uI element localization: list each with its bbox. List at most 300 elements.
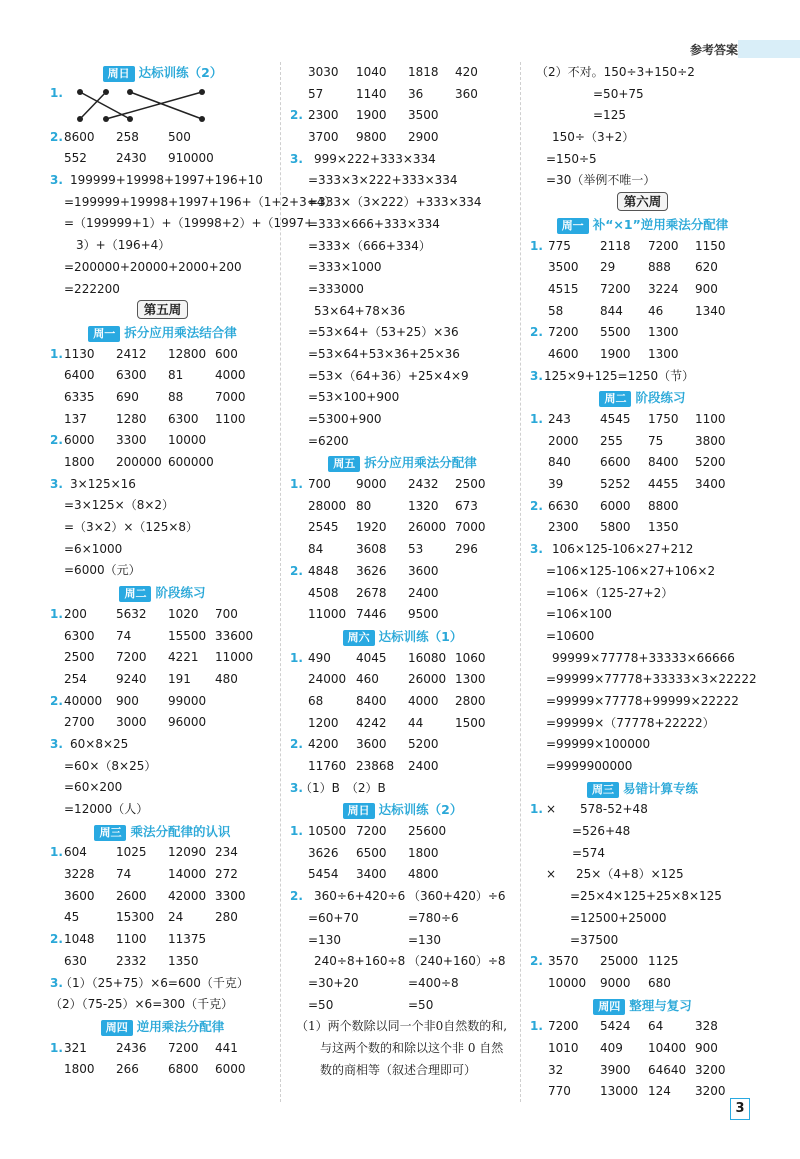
answer-cell: 12800 — [168, 346, 207, 361]
answer-text: =53×64+53×36+25×36 — [308, 346, 460, 361]
answer-line — [530, 821, 755, 843]
answer-text: =333×666+333×334 — [308, 216, 440, 231]
answer-row — [530, 322, 755, 344]
answer-cell: 2000 — [548, 433, 579, 448]
answer-cell: 6300 — [168, 411, 199, 426]
answer-text: =780÷6 — [408, 910, 459, 925]
answer-row — [530, 973, 755, 995]
answer-cell: 3500 — [408, 108, 439, 123]
answer-text: （240+160）÷8 — [408, 954, 506, 969]
answer-cell: 3500 — [548, 260, 579, 275]
answer-line — [290, 322, 515, 344]
answer-row — [290, 127, 515, 149]
answer-cell: 6500 — [356, 845, 387, 860]
answer-cell: 4545 — [600, 412, 631, 426]
answer-cell: 1900 — [600, 346, 631, 361]
answer-cell: 3608 — [356, 542, 387, 557]
answer-line — [50, 192, 337, 214]
answer-row — [530, 1038, 755, 1060]
answer-row — [290, 713, 515, 735]
answer-cell: 15300 — [116, 910, 155, 925]
answer-text: =99999×77778+99999×22222 — [546, 693, 739, 708]
question-number: 1. — [530, 1019, 543, 1034]
wrong-mark: × — [546, 867, 557, 882]
answer-cell: 3030 — [308, 65, 339, 79]
answer-line — [530, 127, 755, 149]
answer-text: =333×（3×222）+333×334 — [308, 195, 482, 210]
answer-text: =222200 — [64, 281, 120, 296]
question-number: 2. — [50, 932, 63, 947]
answer-cell: 900 — [695, 1040, 718, 1055]
answer-text: 240÷8+160÷8 — [314, 954, 406, 969]
answer-row — [290, 930, 515, 952]
answer-text: 106×125-106×27+212 — [552, 542, 694, 557]
answer-text: =333×（666+334） — [308, 238, 431, 253]
answer-cell: 770 — [548, 1084, 571, 1099]
answer-row — [50, 691, 275, 713]
section-title: 拆分应用乘法分配律 — [364, 455, 477, 471]
question-number: 1. — [290, 477, 303, 492]
matching-diagram — [50, 84, 275, 127]
answer-line — [290, 170, 515, 192]
answer-cell: 24 — [168, 910, 184, 925]
answer-row — [290, 561, 515, 583]
answer-text: 125×9+125=1250（节） — [544, 368, 695, 383]
answer-text: =106×（125-27+2） — [546, 585, 674, 600]
answer-cell: 9000 — [356, 477, 387, 492]
column-3 — [530, 62, 755, 1103]
answer-cell: 4455 — [648, 477, 679, 492]
answer-cell: 5200 — [695, 455, 726, 470]
answer-cell: 53 — [408, 542, 424, 557]
section-header — [290, 626, 515, 648]
answer-row — [290, 496, 515, 518]
answer-line — [50, 777, 275, 799]
answer-cell: 690 — [116, 389, 139, 404]
answer-cell: 1900 — [356, 108, 387, 123]
answer-text: （2）不对。150÷3+150÷2 — [536, 65, 695, 79]
answer-line — [530, 734, 755, 756]
answer-row — [50, 387, 275, 409]
answer-cell: 700 — [308, 477, 331, 492]
answer-cell: 11760 — [308, 759, 347, 773]
answer-cell: 460 — [356, 672, 379, 687]
answer-cell: 5800 — [600, 520, 631, 535]
answer-row — [50, 929, 275, 951]
answer-text: =130 — [408, 932, 441, 947]
answer-row — [530, 517, 755, 539]
answer-cell: 9800 — [356, 130, 387, 145]
answer-cell: 26000 — [408, 672, 447, 687]
question-number: 2. — [290, 563, 303, 578]
answer-cell: 3224 — [648, 281, 679, 296]
answer-line — [530, 170, 755, 192]
question-number: 1. — [50, 1040, 63, 1055]
answer-line — [530, 62, 755, 84]
answer-cell: 1280 — [116, 411, 147, 426]
answer-cell: 7000 — [215, 389, 246, 404]
answer-text: =（199999+1）+（19998+2）+（1997+ — [64, 216, 315, 231]
answer-text: 数的商相等（叙述合理即可） — [320, 1062, 477, 1077]
answer-text: （1）两个数除以同一个非0自然数的和, — [296, 1019, 508, 1034]
answer-cell: 84 — [308, 542, 324, 557]
question-number: 1. — [290, 650, 303, 665]
answer-cell: 1800 — [64, 1062, 95, 1077]
answer-line — [530, 366, 755, 388]
question-number: 1. — [530, 802, 543, 817]
answer-cell: 420 — [455, 65, 478, 79]
answer-row — [530, 1081, 755, 1103]
question-number: 3. — [530, 368, 543, 383]
answer-row — [530, 301, 755, 323]
answer-cell: 1800 — [64, 455, 95, 469]
week-heading — [530, 192, 755, 214]
answer-cell: 6000 — [64, 433, 95, 448]
answer-cell: 441 — [215, 1040, 238, 1055]
answer-cell: 888 — [648, 260, 671, 275]
answer-line — [50, 756, 275, 778]
answer-cell: 680 — [648, 975, 671, 990]
answer-text: =400÷8 — [408, 975, 459, 990]
answer-cell: 2400 — [408, 585, 439, 600]
answer-cell: 900 — [695, 281, 718, 296]
question-number: 2. — [530, 498, 543, 513]
answer-text: 199999+19998+1997+196+10 — [70, 173, 263, 188]
answer-cell: 36 — [408, 86, 424, 101]
answer-row — [290, 864, 515, 886]
answer-cell: 8800 — [648, 498, 679, 513]
answer-cell: 3200 — [695, 1062, 726, 1077]
answer-row — [50, 344, 275, 366]
answer-cell: 4200 — [308, 737, 339, 752]
answer-cell: 3400 — [356, 867, 387, 882]
answer-line — [530, 105, 755, 127]
answer-cell: 2432 — [408, 477, 439, 492]
answer-cell: 844 — [600, 303, 623, 318]
answer-cell: 600 — [215, 346, 238, 361]
answer-line — [50, 257, 275, 279]
answer-cell: 80 — [356, 498, 372, 513]
answer-cell: 266 — [116, 1062, 139, 1077]
wrong-mark: × — [546, 802, 557, 817]
answer-line — [530, 799, 755, 821]
answer-text: =526+48 — [572, 824, 631, 839]
answer-cell: 16080 — [408, 650, 447, 665]
answer-row — [50, 626, 275, 648]
answer-cell: 74 — [116, 867, 132, 882]
answer-line — [530, 713, 755, 735]
question-number: 1. — [50, 606, 63, 621]
answer-row — [50, 409, 275, 431]
answer-row — [530, 951, 755, 973]
section-header — [50, 821, 275, 843]
answer-cell: 12090 — [168, 845, 207, 860]
answer-line — [530, 84, 755, 106]
answer-line — [50, 170, 275, 192]
answer-cell: 2118 — [600, 238, 631, 253]
section-badge: 周日 — [103, 66, 135, 82]
answer-cell: 5424 — [600, 1019, 631, 1034]
answer-cell: 2500 — [64, 650, 95, 665]
answer-cell: 409 — [600, 1040, 623, 1055]
answer-text: 25×（4+8）×125 — [576, 867, 684, 882]
question-number: 1. — [530, 238, 543, 253]
answer-row — [290, 84, 515, 106]
section-header — [530, 995, 755, 1017]
answer-text: =200000+20000+2000+200 — [64, 259, 242, 274]
section-header — [530, 214, 755, 236]
section-badge: 周一 — [557, 218, 589, 234]
answer-cell: 1060 — [455, 650, 486, 665]
section-badge: 周一 — [88, 326, 120, 342]
answer-cell: 6600 — [600, 455, 631, 470]
answer-line — [50, 517, 275, 539]
question-number: 2. — [50, 129, 63, 144]
answer-cell: 258 — [116, 129, 139, 144]
answer-text: 578-52+48 — [580, 802, 648, 817]
answer-cell: 2436 — [116, 1040, 147, 1055]
answer-cell: 25600 — [408, 824, 447, 839]
answer-cell: 1340 — [695, 303, 726, 318]
answer-text: =50 — [408, 997, 434, 1012]
answer-cell: 10400 — [648, 1040, 687, 1055]
answer-cell: 6335 — [64, 389, 95, 404]
answer-cell: 4000 — [408, 693, 439, 708]
answer-cell: 6000 — [600, 498, 631, 513]
answer-row — [290, 539, 515, 561]
answer-text: =60×（8×25） — [64, 758, 157, 773]
answer-text: =60+70 — [308, 910, 359, 925]
answer-cell: 1350 — [168, 953, 199, 968]
answer-row — [290, 951, 515, 973]
header-bar — [738, 40, 800, 58]
answer-cell: 8400 — [648, 455, 679, 470]
answer-row — [530, 236, 755, 258]
answer-line — [290, 344, 515, 366]
answer-text: 3）+（196+4） — [76, 238, 171, 253]
answer-cell: 2600 — [116, 888, 147, 903]
answer-row — [50, 127, 275, 149]
answer-cell: 604 — [64, 845, 87, 860]
section-header — [50, 1016, 275, 1038]
answer-cell: 5632 — [116, 606, 147, 621]
answer-cell: 75 — [648, 433, 664, 448]
answer-line — [50, 279, 275, 301]
answer-line — [290, 192, 515, 214]
answer-cell: 6300 — [64, 628, 95, 643]
answer-cell: 2800 — [455, 693, 486, 708]
section-badge: 周六 — [343, 630, 375, 646]
question-number: 2. — [530, 325, 543, 340]
answer-line — [290, 387, 515, 409]
answer-text: =30+20 — [308, 975, 359, 990]
column-divider — [520, 62, 521, 1102]
answer-cell: 1750 — [648, 412, 679, 426]
answer-cell: 81 — [168, 368, 184, 383]
answer-cell: 4508 — [308, 585, 339, 600]
answer-row — [290, 756, 515, 778]
answer-row — [530, 344, 755, 366]
answer-row — [290, 821, 515, 843]
answer-row — [290, 474, 515, 496]
answer-cell: 10000 — [168, 433, 207, 448]
question-number: 1. — [50, 346, 63, 361]
answer-line — [290, 279, 515, 301]
section-title: 补“×1”逆用乘法分配律 — [592, 216, 729, 232]
answer-row — [50, 604, 275, 626]
section-badge: 周三 — [587, 782, 619, 798]
answer-line — [530, 864, 755, 886]
answer-cell: 280 — [215, 910, 238, 925]
week-heading — [50, 300, 275, 322]
answer-cell: 45 — [64, 910, 80, 925]
answer-cell: 5200 — [408, 737, 439, 752]
answer-text: =6000（元） — [64, 563, 141, 578]
answer-cell: 620 — [695, 260, 718, 275]
answer-cell: 200 — [64, 606, 87, 621]
answer-cell: 1140 — [356, 86, 387, 101]
answer-cell: 99000 — [168, 693, 207, 708]
answer-cell: 3626 — [356, 563, 387, 578]
answer-line — [50, 799, 275, 821]
answer-text: =30（举例不唯一） — [546, 173, 656, 188]
answer-row — [50, 886, 275, 908]
section-title: 易错计算专练 — [622, 780, 698, 796]
section-header — [50, 62, 275, 84]
answer-cell: 500 — [168, 129, 191, 144]
answer-cell: 234 — [215, 845, 238, 860]
answer-cell: 3570 — [548, 954, 579, 969]
answer-text: =106×125-106×27+106×2 — [546, 563, 716, 578]
answer-cell: 29 — [600, 260, 616, 275]
answer-cell: 1100 — [116, 932, 147, 947]
answer-cell: 3600 — [64, 888, 95, 903]
week-title: 第五周 — [137, 300, 189, 319]
answer-line — [530, 930, 755, 952]
answer-text: 360÷6+420÷6 — [314, 889, 406, 904]
section-header — [290, 452, 515, 474]
answer-row — [50, 712, 275, 734]
answer-row — [50, 365, 275, 387]
question-number: 2. — [290, 737, 303, 752]
answer-row — [530, 452, 755, 474]
section-badge: 周三 — [94, 825, 126, 841]
answer-text: =53×（64+36）+25×4×9 — [308, 368, 469, 383]
answer-cell: 4848 — [308, 563, 339, 578]
answer-text: 60×8×25 — [70, 736, 129, 751]
section-badge: 周四 — [593, 999, 625, 1015]
header-label: 参考答案 — [690, 43, 739, 57]
answer-line — [50, 213, 315, 235]
answer-text: =50+75 — [593, 86, 644, 101]
answer-text: （1）（25+75）×6=600（千克） — [60, 975, 249, 990]
answer-text: 与这两个数的和除以这个非 0 自然 — [320, 1040, 504, 1055]
answer-cell: 13000 — [600, 1084, 639, 1099]
answer-cell: 1010 — [548, 1040, 579, 1055]
question-number: 1. — [290, 824, 303, 839]
answer-cell: 10500 — [308, 824, 347, 839]
section-title: 整理与复习 — [629, 997, 692, 1013]
answer-line — [50, 734, 275, 756]
answer-cell: 4242 — [356, 715, 387, 730]
question-number: 2. — [290, 889, 303, 904]
answer-text: =50 — [308, 997, 334, 1012]
section-header — [50, 582, 275, 604]
answer-cell: 1200 — [308, 715, 339, 730]
answer-cell: 1130 — [64, 346, 95, 361]
answer-row — [530, 1016, 755, 1038]
question-number: 2. — [290, 108, 303, 123]
answer-cell: 1100 — [695, 412, 726, 426]
answer-cell: 2300 — [548, 520, 579, 535]
answer-line — [290, 236, 515, 258]
answer-cell: 74 — [116, 628, 132, 643]
answer-cell: 910000 — [168, 151, 214, 166]
answer-cell: 3300 — [215, 888, 246, 903]
answer-cell: 28000 — [308, 498, 347, 513]
answer-row — [530, 257, 755, 279]
answer-row — [530, 474, 755, 496]
section-title: 达标训练（1） — [378, 628, 463, 644]
answer-cell: 40000 — [64, 693, 103, 708]
answer-row — [50, 647, 275, 669]
answer-text: =333×1000 — [308, 260, 382, 275]
answer-line — [290, 409, 515, 431]
answer-cell: 4045 — [356, 650, 387, 665]
answer-line — [530, 886, 755, 908]
answer-line — [530, 604, 755, 626]
answer-cell: 1048 — [64, 932, 95, 947]
answer-text: =574 — [572, 845, 605, 860]
answer-cell: 1150 — [695, 238, 726, 253]
question-number: 1. — [50, 845, 63, 860]
answer-cell: 9000 — [600, 975, 631, 990]
answer-text: =9999900000 — [546, 759, 633, 773]
answer-cell: 1920 — [356, 520, 387, 535]
answer-cell: 7000 — [455, 520, 486, 535]
section-badge: 周日 — [343, 803, 375, 819]
answer-line — [290, 778, 515, 800]
answer-cell: 88 — [168, 389, 184, 404]
answer-cell: 1100 — [215, 411, 246, 426]
answer-cell: 3000 — [116, 715, 147, 730]
answer-line — [530, 583, 755, 605]
answer-cell: 33600 — [215, 628, 254, 643]
answer-cell: 480 — [215, 671, 238, 686]
answer-cell: 3600 — [356, 737, 387, 752]
answer-cell: 3200 — [695, 1084, 726, 1099]
answer-cell: 4800 — [408, 867, 439, 882]
answer-cell: 2500 — [455, 477, 486, 492]
answer-cell: 328 — [695, 1019, 718, 1034]
answer-cell: 1818 — [408, 65, 439, 79]
answer-row — [290, 886, 515, 908]
answer-cell: 42000 — [168, 888, 207, 903]
answer-cell: 1800 — [408, 845, 439, 860]
answer-row — [50, 1038, 275, 1060]
answer-cell: 900 — [116, 693, 139, 708]
section-badge: 周二 — [599, 391, 631, 407]
answer-cell: 39 — [548, 477, 564, 492]
answer-line — [50, 235, 275, 257]
question-number: 3. — [50, 173, 63, 188]
answer-cell: 272 — [215, 867, 238, 882]
answer-text: =333000 — [308, 281, 364, 296]
answer-text: =10600 — [546, 628, 595, 643]
answer-text: =99999×100000 — [546, 737, 651, 752]
answer-cell: 1300 — [648, 346, 679, 361]
answer-cell: 9240 — [116, 671, 147, 686]
